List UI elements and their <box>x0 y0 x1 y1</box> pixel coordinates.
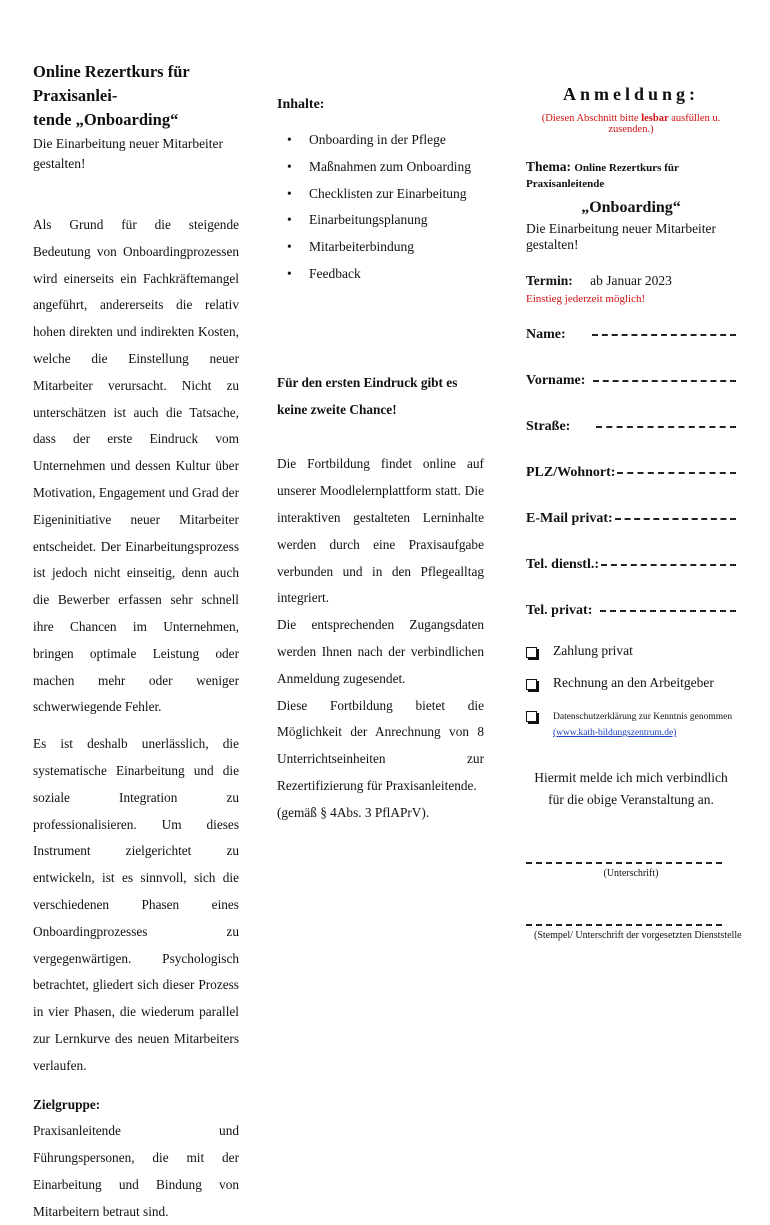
online-paragraph: Die Fortbildung findet online auf unserer Moodlelernplattform statt. Die interaktiven gestalteten Lerninhalte werden durch eine Praxisaufgabe verbunden und in den Pflegealltag integriert. <box>277 456 484 606</box>
course-title <box>33 60 239 132</box>
list-item: • Feedback <box>277 261 484 288</box>
tel-privat-label: Tel. privat: <box>526 603 593 618</box>
termin-row: Termin: ab Januar 2023 <box>526 273 672 288</box>
plz-field[interactable] <box>526 465 736 481</box>
registration-subtitle: Die Einarbeitung neuer Mitarbeiter gestalten! <box>526 221 717 252</box>
onboarding-heading: „Onboarding“ <box>581 199 681 216</box>
list-item: • Maßnahmen zum Onboarding <box>277 154 484 181</box>
zugangsdaten-paragraph: Die entsprechenden Zugangsdaten werden Ihnen nach der verbindlichen Anmeldung zugesendet. <box>277 617 484 686</box>
vorname-line[interactable] <box>593 379 736 382</box>
list-item: • Onboarding in der Pflege <box>277 127 484 154</box>
vorname-label: Vorname: <box>526 373 586 388</box>
email-field[interactable] <box>526 511 736 527</box>
fill-note: (Diesen Abschnitt bitte lesbar ausfüllen u. zusenden.) <box>541 113 721 135</box>
bullet-icon: • <box>287 212 292 228</box>
checkbox-icon[interactable] <box>526 679 537 690</box>
checkbox-icon[interactable] <box>526 711 537 722</box>
website-link[interactable]: (www.kath-bildungszentrum.de) <box>553 728 677 738</box>
name-line[interactable] <box>592 333 736 336</box>
plz-line[interactable] <box>617 471 736 474</box>
email-label: E-Mail privat: <box>526 511 613 526</box>
email-line[interactable] <box>615 517 736 520</box>
left-column <box>33 60 239 1225</box>
checkbox-datenschutz[interactable]: Datenschutzerklärung zur Kenntnis genommen (www.kath-bildungszentrum.de) <box>526 707 736 739</box>
signature-caption: (Unterschrift) <box>603 868 659 879</box>
tel-privat-line[interactable] <box>600 609 736 612</box>
zielgruppe-text: Praxisanleitende und Führungspersonen, die mit der Einarbeitung und Bindung von Mitarbeitern betraut sind. <box>33 1123 239 1219</box>
stamp-caption: (Stempel/ Unterschrift der vorgesetzten Dienststelle <box>534 930 742 941</box>
plz-label: PLZ/Wohnort: <box>526 465 616 480</box>
bullet-icon: • <box>287 158 292 174</box>
registration-column <box>526 84 742 941</box>
tel-dienst-field[interactable] <box>526 557 736 573</box>
vorname-field[interactable] <box>526 373 736 389</box>
bullet-icon: • <box>287 239 292 255</box>
inhalte-list <box>277 127 484 288</box>
bullet-icon: • <box>287 132 292 147</box>
confirmation-text: Hiermit melde ich mich verbindlich für die obige Veranstaltung an. <box>534 770 728 807</box>
list-item: • Checklisten zur Einarbeitung <box>277 181 484 208</box>
checkbox-icon[interactable] <box>526 647 537 658</box>
list-item: • Einarbeitungsplanung <box>277 207 484 234</box>
stamp-signature-line[interactable] <box>526 923 722 926</box>
signature-line[interactable] <box>526 861 722 864</box>
einstieg-note: Einstieg jederzeit möglich! <box>526 293 646 305</box>
tel-dienst-line[interactable] <box>601 563 736 566</box>
anmeldung-title: Anmeldung: <box>562 84 700 104</box>
bullet-icon: • <box>287 185 292 201</box>
paragraph-reference: (gemäß § 4Abs. 3 PflAPrV). <box>277 804 430 820</box>
strasse-field[interactable] <box>526 419 736 435</box>
bullet-icon: • <box>287 265 292 281</box>
name-field[interactable] <box>526 327 736 343</box>
strasse-line[interactable] <box>596 425 736 428</box>
title-line-2: tende „Onboarding“ <box>33 110 179 129</box>
eindruck-slogan: Für den ersten Eindruck gibt es keine zweite Chance! <box>277 374 458 417</box>
tel-privat-field[interactable] <box>526 603 736 619</box>
second-paragraph: Es ist deshalb unerlässlich, die systematische Einarbeitung und die soziale Integration zu professionalisieren. Um dieses Instrument zielgerichtet zu entwickeln, ist es sinnvoll, sich die verschiedenen Phasen eines Onboardingprozesses zu vergegenwärtigen. Psychologisch betrachtet, gliedert sich dieser Prozess in vier Phasen, die wiederum parallel zur Lernkurve des neuen Mitarbeiters verlaufen. <box>33 736 239 1073</box>
tel-dienst-label: Tel. dienstl.: <box>526 557 599 572</box>
course-subtitle: Die Einarbeitung neuer Mitarbeiter gestalten! <box>33 136 224 171</box>
title-line-1: Online Rezertkurs für Praxisanlei- <box>33 62 190 105</box>
intro-paragraph: Als Grund für die steigende Bedeutung von Onboardingprozessen wird einerseits ein Fachkräftemangel angeführt, andererseits die relativ hohen direkten und indirekten Kosten, welche die Einstellung neuer Mitarbeiter verursacht. Nicht zu unterschätzen ist auch die Tatsache, dass der erste Eindruck vom Unternehmen und dessen Kultur über Motivation, Engagement und Grad der Eigeninitiative neuer Mitarbeiter entscheidet. Der Einarbeitungsprozess ist jedoch nicht einseitig, denn auch die Bewerber erfassen sehr schnell ihre Chancen im Unternehmen, bringen optimale Leistung oder machen mehr oder weniger schwerwiegende Fehler. <box>33 217 239 715</box>
inhalte-heading: Inhalte: <box>277 97 325 112</box>
middle-column <box>277 97 484 827</box>
zielgruppe-label: Zielgruppe: <box>33 1096 101 1112</box>
strasse-label: Straße: <box>526 419 571 434</box>
checkbox-zahlung-privat[interactable]: Zahlung privat <box>526 643 736 659</box>
thema-row: Thema: Online Rezertkurs für Praxisanleitende <box>526 159 679 190</box>
list-item: • Mitarbeiterbindung <box>277 234 484 261</box>
anrechnung-paragraph: Diese Fortbildung bietet die Möglichkeit der Anrechnung von 8 Unterrichtseinheiten zur Rezertifizierung für Praxisanleitende. <box>277 697 484 793</box>
name-label: Name: <box>526 327 566 342</box>
checkbox-rechnung-arbeitgeber[interactable]: Rechnung an den Arbeitgeber <box>526 675 736 691</box>
